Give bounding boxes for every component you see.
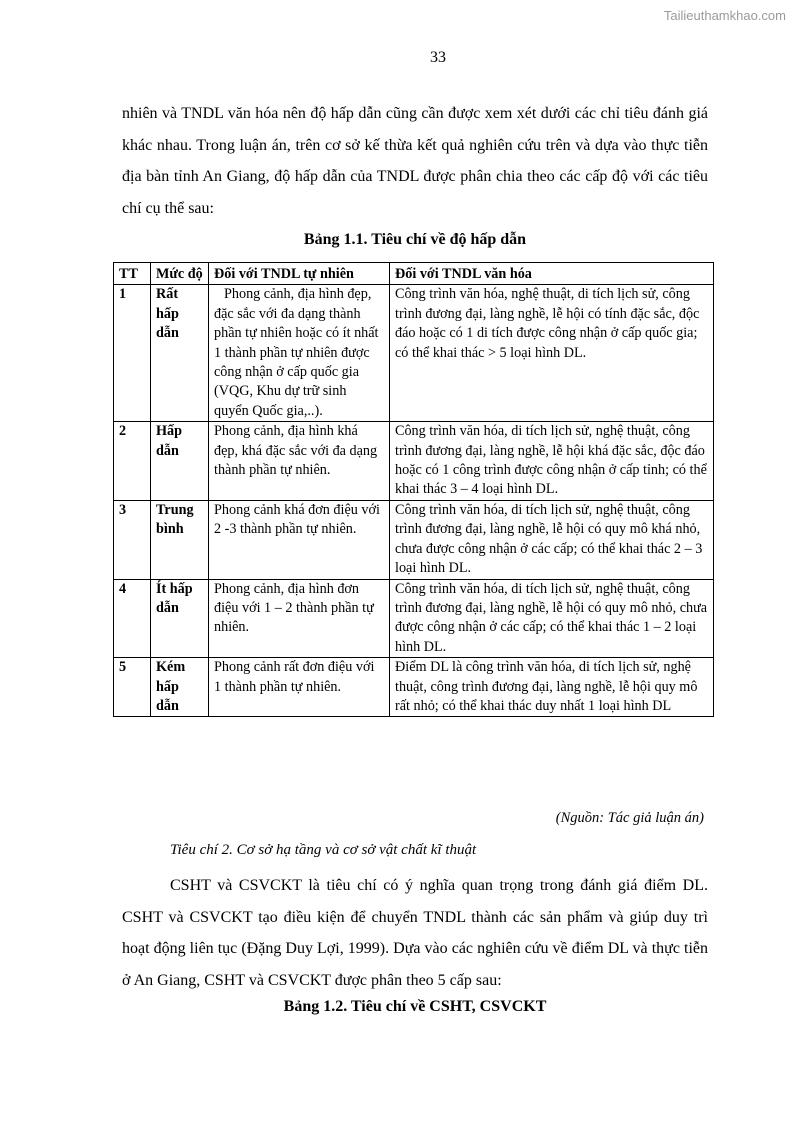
row-tt: 5 bbox=[114, 658, 151, 717]
row-tt: 2 bbox=[114, 422, 151, 501]
row-natural: Phong cảnh khá đơn điệu với 2 -3 thành phần tự nhiên. bbox=[209, 500, 390, 579]
row-cultural: Công trình văn hóa, di tích lịch sử, nghệ thuật, công trình đương đại, làng nghề, lễ hội khá đặc sắc, độc đáo hoặc có 1 công trình được công nhận ở cấp tỉnh; có thể khai thác 3 – 4 loại hình DL. bbox=[390, 422, 714, 501]
row-level: Kém hấp dẫn bbox=[151, 658, 209, 717]
header-cultural: Đối với TNDL văn hóa bbox=[390, 263, 714, 285]
row-level: Ít hấp dẫn bbox=[151, 579, 209, 658]
table-row bbox=[114, 500, 714, 579]
attractiveness-criteria-table bbox=[113, 262, 714, 717]
criterion-2-block bbox=[122, 870, 708, 996]
row-tt: 4 bbox=[114, 579, 151, 658]
table-header-row bbox=[114, 263, 714, 285]
table-row bbox=[114, 422, 714, 501]
row-cultural: Công trình văn hóa, nghệ thuật, di tích lịch sử, công trình đương đại, làng nghề, lễ hội có tính đặc sắc, độc đáo hoặc có 1 di tích được công nhận ở cấp quốc gia; có thể khai thác > 5 loại hình DL. bbox=[390, 285, 714, 422]
table-2-caption: Bảng 1.2. Tiêu chí về CSHT, CSVCKT bbox=[283, 998, 547, 1015]
row-tt: 3 bbox=[114, 500, 151, 579]
row-natural: Phong cảnh rất đơn điệu với 1 thành phần tự nhiên. bbox=[209, 658, 390, 717]
table-row bbox=[114, 285, 714, 422]
row-cultural: Điểm DL là công trình văn hóa, di tích lịch sử, nghệ thuật, công trình đương đại, làng nghề, lễ hội quy mô rất nhỏ; có thể khai thác duy nhất 1 loại hình DL bbox=[390, 658, 714, 717]
intro-block bbox=[122, 98, 708, 224]
header-tt: TT bbox=[114, 263, 151, 285]
table-1-caption: Bảng 1.1. Tiêu chí về độ hấp dẫn bbox=[303, 231, 527, 248]
page-number: 33 bbox=[430, 49, 446, 66]
criterion-2-heading: Tiêu chí 2. Cơ sở hạ tầng và cơ sở vật chất kĩ thuật bbox=[170, 842, 477, 858]
intro-paragraph: nhiên và TNDL văn hóa nên độ hấp dẫn cũng cần được xem xét dưới các chỉ tiêu đánh giá khác nhau. Trong luận án, trên cơ sở kế thừa kết quả nghiên cứu trên và dựa vào thực tiễn địa bàn tỉnh An Giang, độ hấp dẫn của TNDL được phân chia theo các cấp độ với các tiêu chí cụ thể sau: bbox=[122, 105, 708, 217]
criterion-2-paragraph: CSHT và CSVCKT là tiêu chí có ý nghĩa quan trọng trong đánh giá điểm DL. CSHT và CSVCKT tạo điều kiện để chuyển TNDL thành các sản phẩm và giúp duy trì hoạt động liên tục (Đặng Duy Lợi, 1999). Dựa vào các nghiên cứu về điểm DL và thực tiễn ở An Giang, CSHT và CSVCKT được phân theo 5 cấp sau: bbox=[122, 877, 708, 989]
row-natural: Phong cảnh, địa hình khá đẹp, khá đặc sắc với đa dạng thành phần tự nhiên. bbox=[209, 422, 390, 501]
row-level: Hấp dẫn bbox=[151, 422, 209, 501]
row-natural: Phong cảnh, địa hình đẹp, đặc sắc với đa dạng thành phần tự nhiên hoặc có ít nhất 1 thành phần tự nhiên được công nhận ở cấp quốc gia (VQG, Khu dự trữ sinh quyển Quốc gia,..). bbox=[209, 285, 390, 422]
header-level: Mức độ bbox=[151, 263, 209, 285]
row-natural: Phong cảnh, địa hình đơn điệu với 1 – 2 thành phần tự nhiên. bbox=[209, 579, 390, 658]
row-tt: 1 bbox=[114, 285, 151, 422]
table-row bbox=[114, 658, 714, 717]
table-row bbox=[114, 579, 714, 658]
row-cultural: Công trình văn hóa, di tích lịch sử, nghệ thuật, công trình đương đại, làng nghề, lễ hội có quy mô nhỏ, chưa được công nhận ở các cấp; có thể khai thác 1 – 2 loại hình DL. bbox=[390, 579, 714, 658]
watermark: Tailieuthamkhao.com bbox=[663, 8, 786, 23]
row-level: Rất hấp dẫn bbox=[151, 285, 209, 422]
row-level: Trung bình bbox=[151, 500, 209, 579]
row-cultural: Công trình văn hóa, di tích lịch sử, nghệ thuật, công trình đương đại, làng nghề, lễ hội có quy mô khá nhỏ, chưa được công nhận ở các cấp; có thể khai thác 2 – 3 loại hình DL. bbox=[390, 500, 714, 579]
table-1-source: (Nguồn: Tác giả luận án) bbox=[555, 810, 704, 826]
header-natural: Đối với TNDL tự nhiên bbox=[209, 263, 390, 285]
